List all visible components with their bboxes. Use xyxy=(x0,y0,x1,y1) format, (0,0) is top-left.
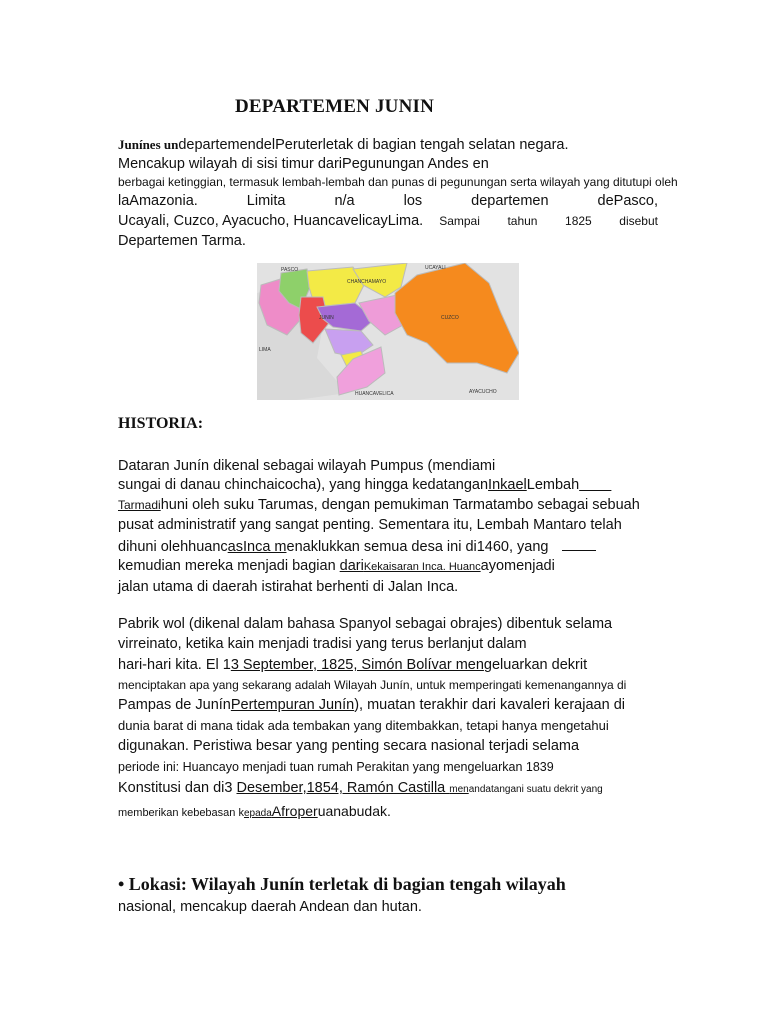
historia-p2-line-8: periode ini: Huancayo menjadi tuan rumah Perakitan yang mengeluarkan 1839 xyxy=(118,760,554,774)
underline-blank xyxy=(579,477,611,493)
map-label: JUNIN xyxy=(319,315,334,321)
intro-line-2: Mencakup wilayah di sisi timur dariPegunungan Andes en xyxy=(118,156,489,172)
text-run: uanabudak. xyxy=(317,803,391,819)
intro-word: n/a xyxy=(334,193,355,209)
historia-p2-line-5 xyxy=(118,697,625,713)
intro-line-6: Departemen Tarma. xyxy=(118,233,246,249)
lokasi-text: nasional, mencakup daerah Andean dan hutan. xyxy=(118,899,422,915)
historia-p1-line-7: jalan utama di daerah istirahat berhenti di Jalan Inca. xyxy=(118,579,459,595)
map-label: LIMA xyxy=(259,347,271,353)
intro-word: dePasco, xyxy=(597,193,658,209)
section-heading-historia: HISTORIA: xyxy=(118,415,204,432)
intro-word: tahun xyxy=(507,214,538,228)
historia-p1-line-2 xyxy=(118,477,611,493)
historia-p2-line-10 xyxy=(118,803,391,819)
intro-line-1 xyxy=(118,137,569,154)
historia-p2-line-6: dunia barat di mana tidak ada tembakan yang ditembakkan, tetapi hanya mengetahui xyxy=(118,718,609,733)
historia-p2-line-3 xyxy=(118,657,587,673)
intro-word: 1825 xyxy=(565,214,592,228)
text-run: huni oleh suku Tarumas, dengan pemukiman Tarmatambo sebagai sebuah xyxy=(160,497,640,513)
intro-line-3: berbagai ketinggian, termasuk lembah-lembah dan punas di pegunungan serta wilayah yang ditutupi oleh xyxy=(118,175,678,189)
map-label: UCAYALI xyxy=(425,265,446,271)
text-run: ), muatan terakhir dari kavaleri kerajaan di xyxy=(354,697,625,713)
underline-blank xyxy=(562,538,596,551)
underlined-text: Inkael xyxy=(488,477,527,493)
intro-lead: Junínes un xyxy=(118,137,179,152)
underlined-text: dari xyxy=(339,558,364,574)
intro-trailing xyxy=(439,214,658,228)
map-label: CHANCHAMAYO xyxy=(347,279,387,285)
underlined-text: asInca m xyxy=(227,539,287,555)
intro-places: Ucayali, Cuzco, Ayacucho, HuancavelicayLima. xyxy=(118,213,424,229)
intro-word: disebut xyxy=(619,214,658,228)
text-run: Konstitusi dan di3 xyxy=(118,780,237,796)
historia-p2-line-1: Pabrik wol (dikenal dalam bahasa Spanyol sebagai obrajes) dibentuk selama xyxy=(118,616,613,632)
section-heading-lokasi: • Lokasi: Wilayah Junín terletak di bagian tengah wilayah xyxy=(118,874,566,894)
intro-line-5 xyxy=(118,213,658,229)
underlined-text: Tarmadi xyxy=(118,498,161,512)
intro-word: Sampai xyxy=(439,214,480,228)
intro-word: departemen xyxy=(471,193,549,209)
junin-region-map xyxy=(257,263,519,400)
text-run: Lembah xyxy=(526,477,580,493)
text-run: ayomenjadi xyxy=(480,558,555,574)
map-label: CUZCO xyxy=(441,315,459,321)
text-run: geluarkan dekrit xyxy=(483,657,588,673)
underlined-text: Desember,1854, Ramón Castilla xyxy=(236,780,450,796)
underlined-text: Afroper xyxy=(271,803,318,819)
text-run: memberikan kebebasan k xyxy=(118,807,244,819)
map-label: HUANCAVELICA xyxy=(355,391,394,397)
page-title: DEPARTEMEN JUNIN xyxy=(235,96,435,117)
text-run: enaklukkan semua desa ini di1460, yang xyxy=(286,539,549,555)
historia-p1-line-3 xyxy=(118,497,640,513)
map-label: AYACUCHO xyxy=(469,389,497,395)
intro-text: departemendelPeruterletak di bagian tengah selatan negara. xyxy=(178,137,569,153)
underlined-text: men xyxy=(449,784,469,795)
map-label: PASCO xyxy=(281,267,299,273)
underlined-text: Kekaisaran Inca. Huanc xyxy=(363,561,481,573)
historia-p1-line-1: Dataran Junín dikenal sebagai wilayah Pumpus (mendiami xyxy=(118,458,496,474)
historia-p1-line-6 xyxy=(118,558,555,574)
intro-line-4 xyxy=(118,193,658,209)
historia-p2-line-2: virreinato, ketika kain menjadi tradisi yang terus berlanjut dalam xyxy=(118,636,527,652)
historia-p1-line-5 xyxy=(118,538,596,555)
historia-p2-line-4: menciptakan apa yang sekarang adalah Wilayah Junín, untuk memperingati kemenangannya di xyxy=(118,678,627,692)
underlined-text: 3 September, 1825, Simón Bolívar men xyxy=(230,657,484,673)
text-run: Pampas de Junín xyxy=(118,697,231,713)
intro-word: laAmazonia. xyxy=(118,193,198,209)
text-run: sungai di danau chinchaicocha), yang hingga kedatangan xyxy=(118,477,489,493)
text-run: andatangani suatu dekrit yang xyxy=(468,784,603,795)
text-run: kemudian mereka menjadi bagian xyxy=(118,558,340,574)
historia-p2-line-9 xyxy=(118,780,603,796)
intro-word: Limita xyxy=(246,193,286,209)
underlined-text: epada xyxy=(243,808,272,819)
text-run: hari-hari kita. El 1 xyxy=(118,657,231,673)
text-run: dihuni olehhuanc xyxy=(118,539,228,555)
intro-word: los xyxy=(403,193,423,209)
underlined-text: Pertempuran Junín xyxy=(230,697,355,713)
historia-p1-line-4: pusat administratif yang sangat penting. Sementara itu, Lembah Mantaro telah xyxy=(118,517,622,533)
historia-p2-line-7: digunakan. Peristiwa besar yang penting secara nasional terjadi selama xyxy=(118,738,580,754)
